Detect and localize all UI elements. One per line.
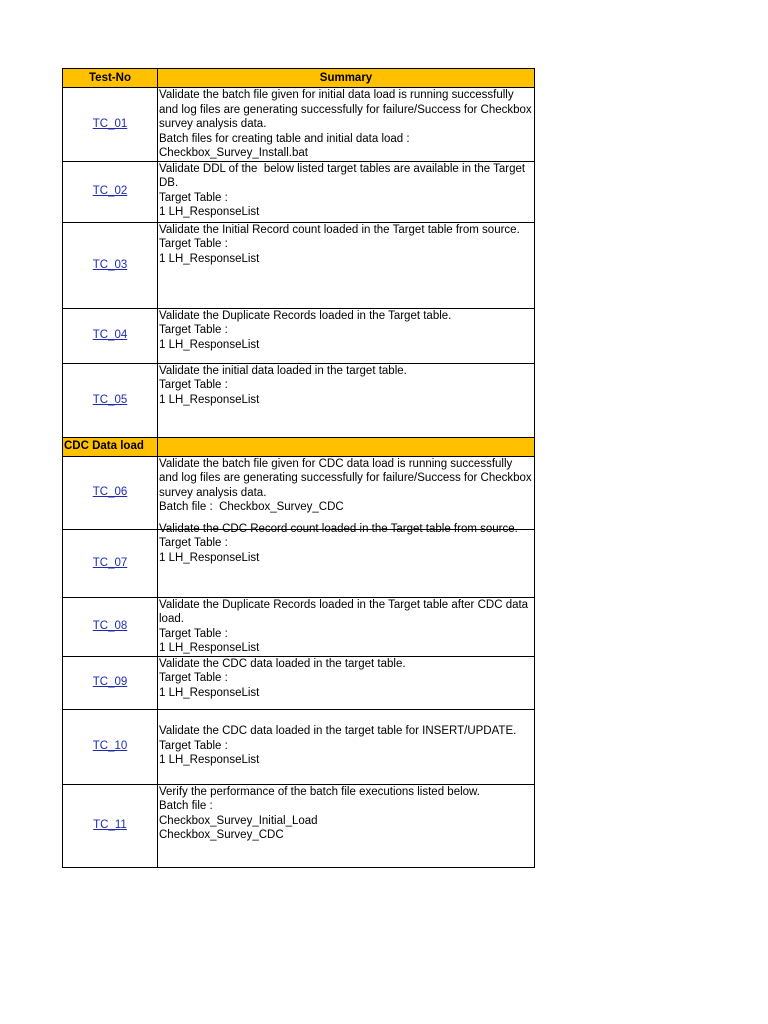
test-id-link[interactable]: TC_06 [92, 486, 128, 499]
test-summary: Validate the batch file given for initial data load is running successfully and log files are generating successfully for failure/Success for Checkbox survey analysis data. Batch files for creating table and initial data load : Checkbox_Survey_Install.bat [159, 89, 532, 159]
test-id-link[interactable]: TC_02 [92, 185, 128, 198]
table-row [63, 456, 535, 529]
table-row [63, 784, 535, 867]
table-row [63, 597, 535, 656]
table-row [63, 363, 535, 437]
test-summary: Validate the batch file given for CDC data load is running successfully and log files are generating successfully for failure/Success for Checkbox survey analysis data. Batch file : Checkbox_Survey_CDC [159, 457, 532, 513]
test-id-link[interactable]: TC_09 [92, 676, 128, 689]
test-id-link[interactable]: TC_08 [92, 620, 128, 633]
test-summary: Validate the Duplicate Records loaded in the Target table. Target Table : 1 LH_ResponseList [159, 309, 452, 351]
table-row [63, 656, 535, 709]
test-case-table [62, 68, 535, 868]
test-summary: Validate the CDC data loaded in the target table. Target Table : 1 LH_ResponseList [159, 657, 406, 699]
test-summary: Validate the CDC data loaded in the target table for INSERT/UPDATE. Target Table : 1 LH_ResponseList [159, 725, 517, 766]
test-id-link[interactable]: TC_01 [92, 118, 128, 130]
test-id-link[interactable]: TC_07 [92, 556, 128, 569]
header-test-no: Test-No [63, 69, 158, 88]
table-row [63, 529, 535, 597]
table-row [63, 222, 535, 308]
test-summary: Validate the Initial Record count loaded in the Target table from source. Target Table : 1 LH_ResponseList [159, 223, 520, 265]
table-row [63, 161, 535, 222]
test-summary: Validate the initial data loaded in the target table. Target Table : 1 LH_ResponseList [159, 364, 407, 406]
table-row [63, 88, 535, 162]
test-summary: Validate the Duplicate Records loaded in the Target table after CDC data load. Target Table : 1 LH_ResponseList [159, 598, 529, 654]
table-row [63, 308, 535, 363]
test-summary: Verify the performance of the batch file executions listed below. Batch file : Checkbox_Survey_Initial_Load Checkbox_Survey_CDC [159, 785, 480, 841]
test-id-link[interactable]: TC_11 [93, 819, 127, 832]
table-row [63, 709, 535, 784]
header-summary: Summary [158, 69, 535, 88]
test-id-link[interactable]: TC_03 [92, 258, 128, 271]
test-id-link[interactable]: TC_04 [92, 329, 128, 342]
section-row [63, 437, 535, 456]
header-row [63, 69, 535, 88]
test-summary: Validate DDL of the below listed target tables are available in the Target DB. Target Table : 1 LH_ResponseList [159, 162, 526, 218]
test-id-link[interactable]: TC_05 [92, 393, 128, 406]
test-summary: Validate the CDC Record count loaded in the Target table from source. Target Table : 1 LH_ResponseList [159, 522, 518, 564]
test-id-link[interactable]: TC_10 [92, 740, 128, 753]
section-label: CDC Data load [63, 437, 158, 456]
